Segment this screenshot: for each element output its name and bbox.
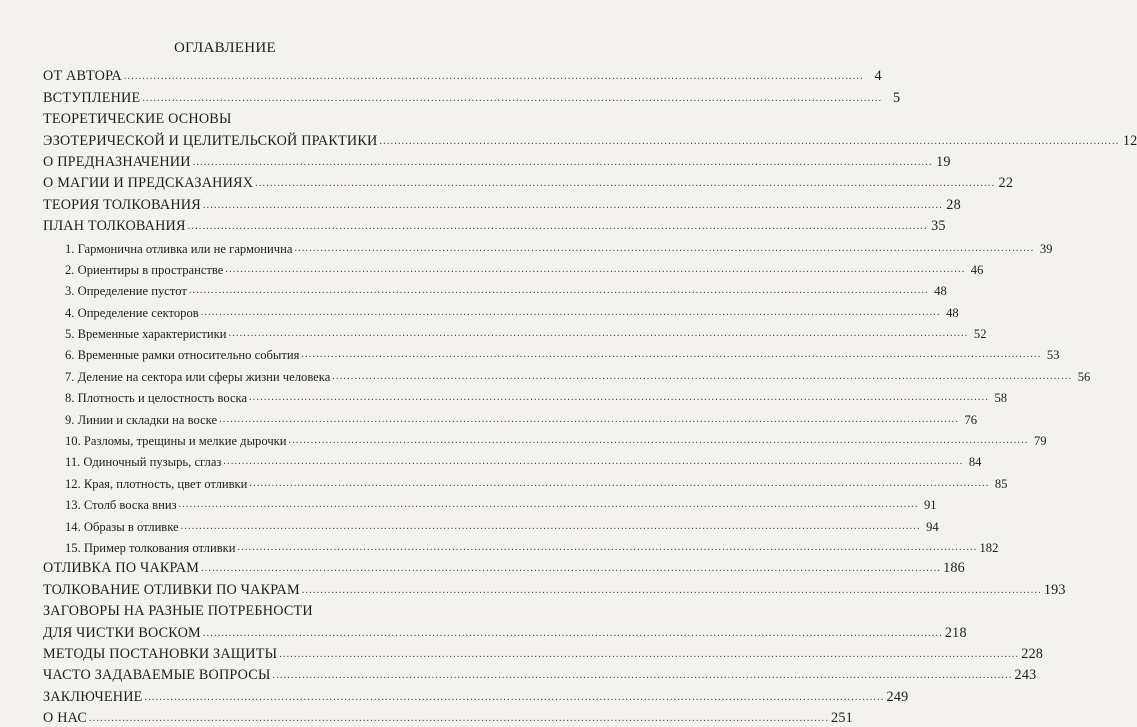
toc-entry-title: О НАС <box>43 710 88 727</box>
dot-leader: ........................................................................................................................................................................................................ <box>249 477 990 489</box>
toc-entry-page-number: 28 <box>946 196 961 213</box>
table-of-contents <box>43 64 1137 727</box>
toc-entry-page-number: 193 <box>1043 581 1066 598</box>
toc-entry-title: ПЛАН ТОЛКОВАНИЯ <box>43 218 186 235</box>
dot-leader: ........................................................................................................................................................................................................ <box>202 627 943 639</box>
toc-entry <box>43 556 965 577</box>
toc-entry <box>43 470 1008 491</box>
dot-leader: ........................................................................................................................................................................................................ <box>187 221 928 233</box>
toc-entry-page-number: 35 <box>931 218 946 235</box>
toc-entry-page-number: 182 <box>979 540 999 555</box>
toc-entry-title: ТЕОРЕТИЧЕСКИЕ ОСНОВЫ <box>43 111 232 128</box>
toc-entry-title: 8. Плотность и целостность воска <box>65 391 248 406</box>
toc-entry-title: ЧАСТО ЗАДАВАЕМЫЕ ВОПРОСЫ <box>43 667 271 684</box>
toc-entry-title: О ПРЕДНАЗНАЧЕНИИ <box>43 153 191 170</box>
dot-leader: ........................................................................................................................................................................................................ <box>201 563 942 575</box>
dot-leader: ........................................................................................................................................................................................................ <box>123 71 864 83</box>
toc-entry <box>43 214 946 235</box>
toc-entry-title: ОТЛИВКА ПО ЧАКРАМ <box>43 560 200 577</box>
toc-entry <box>43 535 999 556</box>
toc-entry-title: 13. Столб воска вниз <box>65 498 177 513</box>
toc-entry <box>43 577 1066 598</box>
dot-leader: ........................................................................................................................................................................................................ <box>228 328 969 340</box>
toc-entry-page-number: 91 <box>923 498 937 513</box>
toc-entry <box>43 684 909 705</box>
dot-leader: ........................................................................................................................................................................................................ <box>237 541 978 553</box>
toc-entry <box>43 599 414 620</box>
toc-entry <box>43 706 853 727</box>
dot-leader: ........................................................................................................................................................................................................ <box>301 584 1042 596</box>
toc-entry-page-number: 19 <box>936 153 951 170</box>
toc-entry <box>43 406 978 427</box>
toc-entry-title: 7. Деление на сектора или сферы жизни человека <box>65 369 331 384</box>
dot-leader: ........................................................................................................................................................................................................ <box>255 178 996 190</box>
toc-entry <box>43 449 982 470</box>
dot-leader: ........................................................................................................................................................................................................ <box>200 306 941 318</box>
dot-leader: ........................................................................................................................................................................................................ <box>202 199 943 211</box>
toc-entry-page-number: 22 <box>998 175 1014 192</box>
toc-entry <box>43 342 1060 363</box>
toc-entry <box>43 321 987 342</box>
toc-entry-page-number: 46 <box>970 262 984 277</box>
toc-entry <box>43 363 1091 384</box>
toc-entry <box>43 235 1053 256</box>
dot-leader: ........................................................................................................................................................................................................ <box>223 456 964 468</box>
toc-entry-title: 10. Разломы, трещины и мелкие дырочки <box>65 434 287 449</box>
toc-entry-title: 9. Линии и складки на воске <box>65 412 218 427</box>
toc-entry-title: ЭЗОТЕРИЧЕСКОЙ И ЦЕЛИТЕЛЬСКОЙ ПРАКТИКИ <box>43 132 378 149</box>
dot-leader: ........................................................................................................................................................................................................ <box>144 691 885 703</box>
toc-entry-page-number: 48 <box>946 305 959 320</box>
toc-entry-title: 2. Ориентиры в пространстве <box>65 262 224 277</box>
toc-entry <box>43 299 959 320</box>
toc-entry <box>43 385 1008 406</box>
dot-leader: ........................................................................................................................................................................................................ <box>89 713 830 725</box>
toc-entry <box>43 128 1137 149</box>
toc-entry-page-number: 53 <box>1046 348 1060 363</box>
toc-entry-title: 12. Края, плотность, цвет отливки <box>65 476 248 491</box>
dot-leader: ........................................................................................................................................................................................................ <box>225 263 966 275</box>
toc-entry <box>43 85 901 106</box>
toc-entry-title: ВСТУПЛЕНИЕ <box>43 89 141 106</box>
dot-leader: ........................................................................................................................................................................................................ <box>219 413 960 425</box>
dot-leader: ........................................................................................................................................................................................................ <box>332 370 1073 382</box>
page-title: ОГЛАВЛЕНИЕ <box>174 40 276 56</box>
toc-entry-page-number: 251 <box>831 710 853 727</box>
dot-leader: ........................................................................................................................................................................................................ <box>192 156 933 168</box>
dot-leader: ........................................................................................................................................................................................................ <box>279 648 1020 660</box>
toc-entry-page-number: 218 <box>944 624 967 641</box>
toc-entry-title: ТЕОРИЯ ТОЛКОВАНИЯ <box>43 196 201 213</box>
toc-entry-page-number: 52 <box>973 327 987 342</box>
toc-entry-page-number: 48 <box>934 284 947 299</box>
toc-entry <box>43 171 1014 192</box>
toc-entry-title: 11. Одиночный пузырь, сглаз <box>65 455 222 470</box>
toc-entry-title: МЕТОДЫ ПОСТАНОВКИ ЗАЩИТЫ <box>43 645 278 662</box>
toc-entry <box>43 428 1047 449</box>
dot-leader: ........................................................................................................................................................................................................ <box>249 392 990 404</box>
toc-entry <box>43 278 947 299</box>
toc-entry-title: 14. Образы в отливке <box>65 519 179 534</box>
dot-leader: ........................................................................................................................................................................................................ <box>178 499 919 511</box>
toc-entry <box>43 513 939 534</box>
toc-entry <box>43 150 951 171</box>
toc-entry-title: ОТ АВТОРА <box>43 68 122 85</box>
toc-entry <box>43 492 937 513</box>
toc-entry-page-number: 12 <box>1122 132 1137 149</box>
toc-entry-title: ТОЛКОВАНИЕ ОТЛИВКИ ПО ЧАКРАМ <box>43 581 300 598</box>
toc-entry-page-number: 4 <box>874 68 882 85</box>
dot-leader: ........................................................................................................................................................................................................ <box>142 92 883 104</box>
toc-entry-title: 15. Пример толкования отливки <box>65 540 236 555</box>
toc-entry-title: 5. Временные характеристики <box>65 327 227 342</box>
dot-leader: ........................................................................................................................................................................................................ <box>288 435 1029 447</box>
toc-entry-page-number: 228 <box>1021 645 1044 662</box>
toc-entry-page-number: 249 <box>886 688 909 705</box>
dot-leader: ........................................................................................................................................................................................................ <box>379 135 1120 147</box>
toc-entry-title: О МАГИИ И ПРЕДСКАЗАНИЯХ <box>43 175 254 192</box>
toc-entry-title: 1. Гармонична отливка или не гармонична <box>65 241 293 256</box>
toc-entry <box>43 642 1044 663</box>
toc-entry-page-number: 85 <box>994 476 1008 491</box>
toc-entry-title: 6. Временные рамки относительно события <box>65 348 300 363</box>
toc-entry-title: ЗАГОВОРЫ НА РАЗНЫЕ ПОТРЕБНОСТИ <box>43 603 313 620</box>
toc-entry <box>43 64 882 85</box>
dot-leader: ........................................................................................................................................................................................................ <box>180 520 921 532</box>
toc-entry-title: ДЛЯ ЧИСТКИ ВОСКОМ <box>43 624 201 641</box>
toc-entry-page-number: 94 <box>926 519 939 534</box>
toc-entry <box>43 257 984 278</box>
toc-entry-page-number: 39 <box>1039 241 1053 256</box>
toc-entry-title: 3. Определение пустот <box>65 284 187 299</box>
toc-entry-page-number: 79 <box>1033 434 1047 449</box>
toc-entry-page-number: 5 <box>893 89 901 106</box>
toc-entry-page-number: 56 <box>1077 369 1091 384</box>
toc-entry-title: 4. Определение секторов <box>65 305 199 320</box>
toc-entry-page-number: 84 <box>968 455 982 470</box>
toc-entry <box>43 663 1037 684</box>
toc-entry-title: ЗАКЛЮЧЕНИЕ <box>43 688 143 705</box>
toc-entry-page-number: 243 <box>1014 667 1037 684</box>
toc-entry <box>43 620 967 641</box>
dot-leader: ........................................................................................................................................................................................................ <box>188 285 929 297</box>
toc-entry-page-number: 58 <box>994 391 1008 406</box>
dot-leader: ........................................................................................................................................................................................................ <box>301 349 1042 361</box>
dot-leader: ........................................................................................................................................................................................................ <box>272 670 1013 682</box>
toc-entry-page-number: 186 <box>943 560 965 577</box>
toc-entry-page-number: 76 <box>964 412 978 427</box>
toc-entry <box>43 107 414 128</box>
dot-leader: ........................................................................................................................................................................................................ <box>294 242 1035 254</box>
toc-entry <box>43 192 961 213</box>
